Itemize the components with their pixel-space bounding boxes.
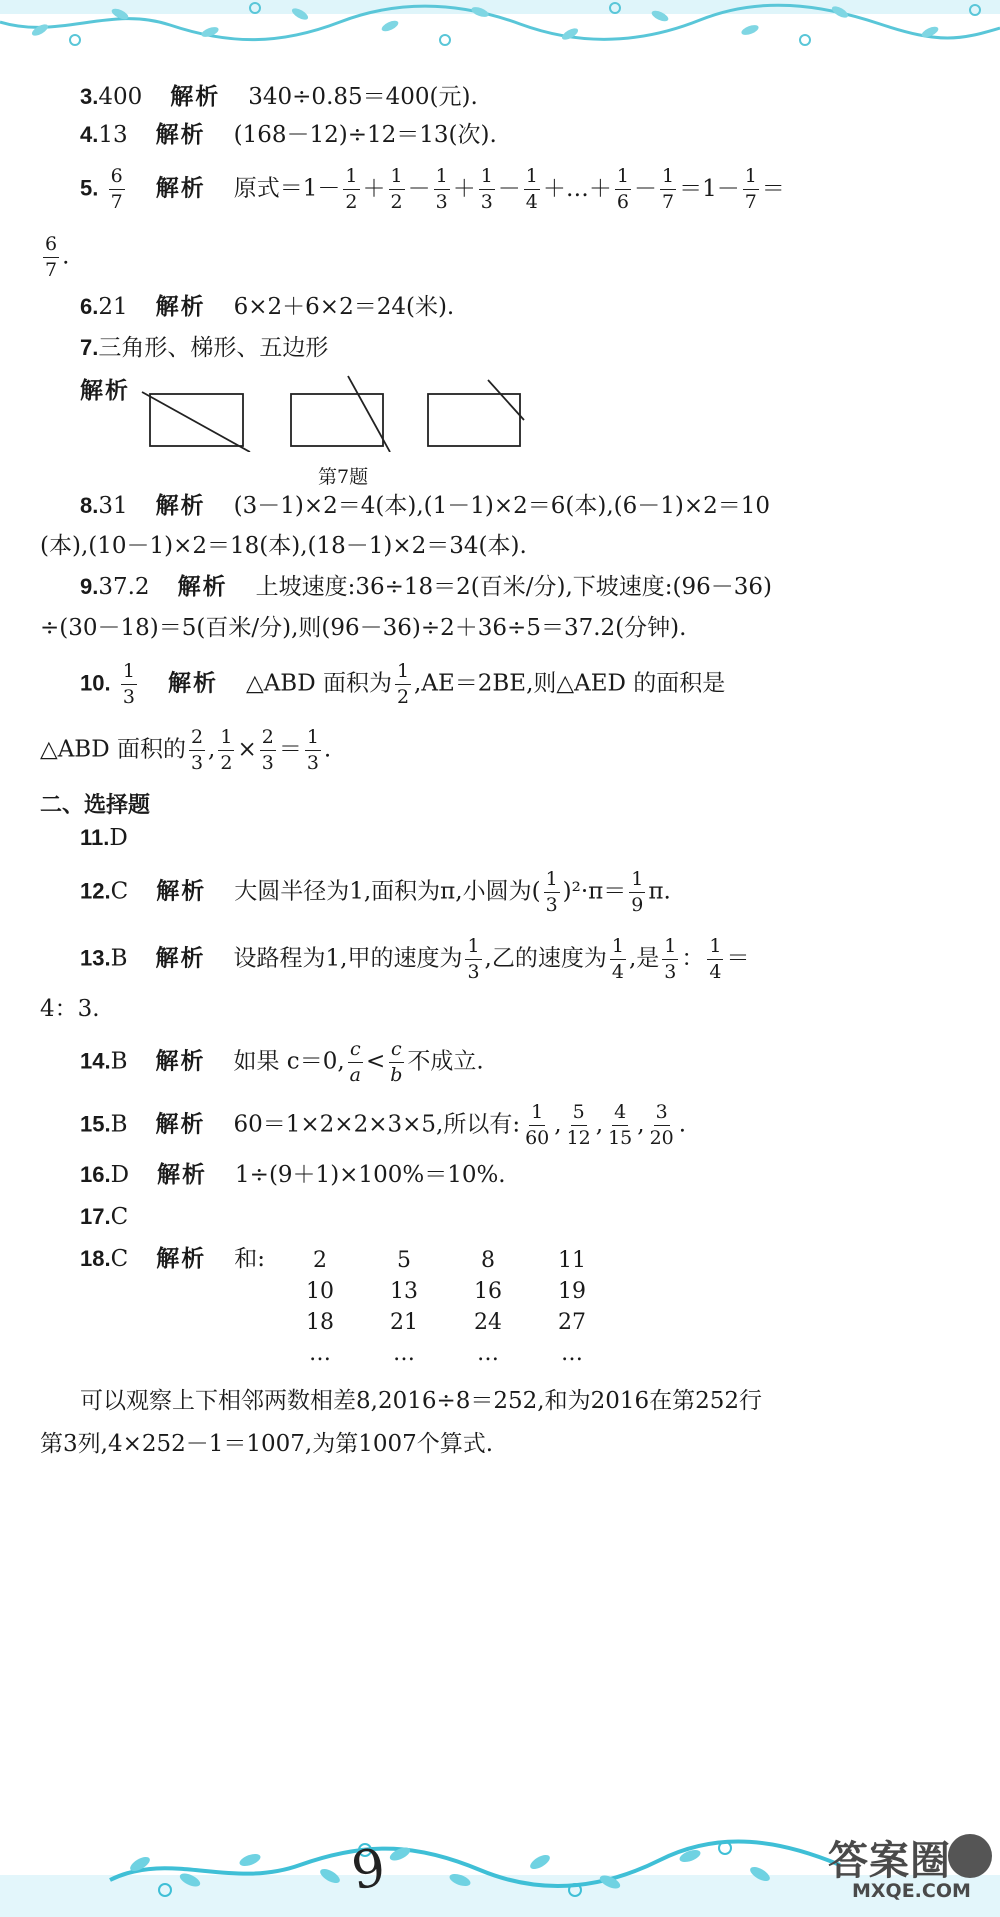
q17-answer: C bbox=[110, 1204, 129, 1230]
q9-answer: 37.2 bbox=[98, 574, 150, 600]
q18-number: 18. bbox=[80, 1246, 111, 1271]
q8-answer: 31 bbox=[98, 493, 128, 519]
table-cell: 21 bbox=[390, 1310, 418, 1335]
operator: － bbox=[633, 175, 657, 202]
q18-number-table bbox=[306, 1248, 720, 1378]
q4-analysis: (168－12)÷12＝13(次). bbox=[233, 122, 497, 148]
q12-answer: C bbox=[110, 878, 129, 905]
q7-caption: 第7题 bbox=[318, 466, 369, 488]
table-cell: 13 bbox=[390, 1279, 418, 1304]
operator: ＝1－ bbox=[679, 175, 740, 202]
q18-note-1: 可以观察上下相邻两数相差8,2016÷8＝252,和为2016在第252行 bbox=[80, 1388, 763, 1414]
table-cell: 11 bbox=[558, 1248, 586, 1273]
fraction: $\frac{1}{2}$ bbox=[390, 165, 403, 213]
q5-result-fraction: $\frac{6}{7}$ bbox=[45, 233, 58, 281]
answer-q4 bbox=[80, 124, 497, 147]
table-cell: 8 bbox=[481, 1248, 495, 1273]
answer-q6 bbox=[80, 296, 454, 319]
answer-q7 bbox=[80, 337, 328, 360]
fraction: $\frac{1}{6}$ bbox=[616, 165, 629, 213]
table-cell: 19 bbox=[558, 1279, 586, 1304]
rectangle-1 bbox=[150, 394, 243, 446]
table-cell: 2 bbox=[313, 1248, 327, 1273]
operator: ＝ bbox=[761, 175, 785, 202]
table-cell: … bbox=[309, 1341, 331, 1366]
q13-fraction: $\frac{1}{3}$ bbox=[664, 935, 677, 983]
q13-continuation: 4：3. bbox=[40, 996, 100, 1022]
q10-continuation: △ABD 面积的 $\frac{2}{3}$ , $\frac{1}{2}$ × $\frac{2}{3}$ ＝ $\frac{1}{3}$ . bbox=[40, 726, 332, 774]
q13-analysis-label: 解析 bbox=[155, 945, 206, 972]
q15-fraction: $\frac{4}{15}$ bbox=[608, 1101, 633, 1149]
table-cell: … bbox=[477, 1341, 499, 1366]
q9-continuation: ÷(30－18)＝5(百米/分),则(96－36)÷2＋36÷5＝37.2(分钟). bbox=[40, 615, 687, 641]
answer-q11 bbox=[80, 827, 128, 850]
table-cell: 18 bbox=[306, 1310, 334, 1335]
q17-number: 17. bbox=[80, 1204, 111, 1229]
q13-fraction: $\frac{1}{4}$ bbox=[611, 935, 624, 983]
q4-answer: 13 bbox=[98, 122, 128, 148]
q5-number: 5. bbox=[80, 175, 99, 201]
fraction: $\frac{1}{2}$ bbox=[345, 165, 358, 213]
answer-q13: 13.B 解析 设路程为1,甲的速度为 $\frac{1}{3}$ ,乙的速度为 $\frac{1}{4}$ ,是 $\frac{1}{3}$ ： $\frac{1}{4}$ ＝ bbox=[80, 935, 750, 983]
rectangle-3 bbox=[428, 394, 520, 446]
page-number: 9 bbox=[347, 1837, 390, 1903]
q6-number: 6. bbox=[80, 294, 99, 319]
fraction: $\frac{1}{4}$ bbox=[525, 165, 538, 213]
q4-number: 4. bbox=[80, 122, 99, 147]
q10-fraction: $\frac{1}{3}$ bbox=[306, 726, 319, 774]
q8-analysis: (3－1)×2＝4(本),(1－1)×2＝6(本),(6－1)×2＝10 bbox=[233, 493, 771, 519]
q13-fraction: $\frac{1}{4}$ bbox=[709, 935, 722, 983]
q6-analysis-label: 解析 bbox=[155, 294, 206, 320]
answer-q18 bbox=[80, 1248, 265, 1271]
q5-analysis-label: 解析 bbox=[155, 175, 206, 202]
q8-number: 8. bbox=[80, 493, 99, 518]
fraction: $\frac{1}{7}$ bbox=[661, 165, 675, 213]
q4-analysis-label: 解析 bbox=[155, 122, 206, 148]
q15-answer: B bbox=[110, 1111, 128, 1138]
q15-number: 15. bbox=[80, 1111, 111, 1137]
q3-answer: 400 bbox=[98, 84, 143, 110]
operator: － bbox=[407, 175, 431, 202]
q12-number: 12. bbox=[80, 878, 111, 904]
q18-analysis-label: 解析 bbox=[156, 1246, 207, 1272]
q8-analysis-label: 解析 bbox=[155, 493, 206, 519]
answer-q17 bbox=[80, 1206, 128, 1229]
q5-continuation: $\frac{6}{7}$ . bbox=[45, 233, 70, 281]
q11-answer: D bbox=[109, 825, 128, 851]
q12-analysis-label: 解析 bbox=[156, 878, 207, 905]
table-cell: 27 bbox=[558, 1310, 586, 1335]
q9-analysis: 上坡速度:36÷18＝2(百米/分),下坡速度:(96－36) bbox=[255, 574, 772, 600]
q14-fraction: $\frac{c}{b}$ bbox=[390, 1038, 403, 1086]
answer-q9 bbox=[80, 576, 772, 599]
q7-answer: 三角形、梯形、五边形 bbox=[98, 335, 329, 361]
q16-answer: D bbox=[110, 1162, 130, 1188]
answer-q3 bbox=[80, 86, 478, 109]
table-cell: 5 bbox=[397, 1248, 411, 1273]
q5-answer-fraction: $\frac{6}{7}$ bbox=[110, 165, 123, 213]
q12-fraction: $\frac{1}{3}$ bbox=[545, 868, 558, 916]
cut-line-3 bbox=[488, 380, 524, 420]
operator: ＋ bbox=[362, 175, 386, 202]
q7-figure bbox=[140, 372, 540, 452]
operator: ＋ bbox=[452, 175, 476, 202]
q5-lead: 原式＝1－ bbox=[233, 175, 341, 202]
fraction: $\frac{1}{3}$ bbox=[480, 165, 493, 213]
rectangle-2 bbox=[291, 394, 383, 446]
vine-border-top-icon bbox=[0, 0, 1000, 55]
q13-fraction: $\frac{1}{3}$ bbox=[467, 935, 480, 983]
table-cell: 24 bbox=[474, 1310, 502, 1335]
q7-number: 7. bbox=[80, 335, 99, 360]
q13-answer: B bbox=[110, 945, 128, 972]
q15-analysis-label: 解析 bbox=[155, 1111, 206, 1138]
watermark-text: 答案圈 bbox=[828, 1838, 951, 1884]
cut-line-1 bbox=[142, 392, 250, 452]
q13-number: 13. bbox=[80, 945, 111, 971]
q9-number: 9. bbox=[80, 574, 99, 599]
table-cell: 16 bbox=[474, 1279, 502, 1304]
q10-number: 10. bbox=[80, 670, 111, 696]
answer-q5 bbox=[80, 167, 785, 212]
table-cell: … bbox=[393, 1341, 415, 1366]
q15-fraction: $\frac{3}{20}$ bbox=[649, 1101, 674, 1149]
q6-answer: 21 bbox=[98, 294, 128, 320]
fraction: $\frac{1}{7}$ bbox=[744, 165, 757, 213]
section-heading: 二、选择题 bbox=[40, 793, 151, 818]
q15-fraction: $\frac{1}{60}$ bbox=[525, 1101, 550, 1149]
q8-continuation: (本),(10－1)×2＝18(本),(18－1)×2＝34(本). bbox=[40, 533, 527, 559]
q3-analysis-label: 解析 bbox=[170, 84, 221, 110]
q10-fraction: $\frac{1}{2}$ bbox=[220, 726, 233, 774]
q3-analysis: 340÷0.85＝400(元). bbox=[248, 84, 478, 110]
q10-answer-fraction: $\frac{1}{3}$ bbox=[122, 660, 135, 708]
q5-expression bbox=[340, 165, 785, 213]
q14-analysis-label: 解析 bbox=[155, 1048, 206, 1075]
operator: － bbox=[497, 175, 521, 202]
answer-q16 bbox=[80, 1164, 506, 1187]
q14-number: 14. bbox=[80, 1048, 111, 1074]
q9-analysis-label: 解析 bbox=[177, 574, 228, 600]
q10-fraction: $\frac{1}{2}$ bbox=[396, 660, 410, 708]
q11-number: 11. bbox=[80, 825, 110, 850]
table-cell: … bbox=[561, 1341, 583, 1366]
fraction: $\frac{1}{3}$ bbox=[435, 165, 448, 213]
q16-analysis-label: 解析 bbox=[157, 1162, 208, 1188]
q15-fraction: $\frac{5}{12}$ bbox=[566, 1101, 591, 1149]
table-cell: 10 bbox=[306, 1279, 334, 1304]
watermark-url: MXQE.COM bbox=[852, 1880, 971, 1902]
q14-answer: B bbox=[110, 1048, 128, 1075]
answer-q14: 14.B 解析 如果 c＝0, $\frac{c}{a}$ < $\frac{c}{b}$ 不成立. bbox=[80, 1038, 484, 1086]
answer-q8 bbox=[80, 495, 770, 518]
q18-answer: C bbox=[110, 1246, 129, 1272]
operator: ＋…＋ bbox=[542, 175, 612, 202]
q10-fraction: $\frac{2}{3}$ bbox=[261, 726, 274, 774]
q16-number: 16. bbox=[80, 1162, 111, 1187]
q6-analysis: 6×2＋6×2＝24(米). bbox=[233, 294, 455, 320]
answer-q15: 15.B 解析 60＝1×2×2×3×5,所以有: $\frac{1}{60}$ , $\frac{5}{12}$ , $\frac{4}{15}$ , $\frac{3}{20}$ . bbox=[80, 1101, 687, 1149]
answer-q10: 10. $\frac{1}{3}$ 解析 △ABD 面积为 $\frac{1}{2}$ ,AE＝2BE,则△AED 的面积是 bbox=[80, 660, 726, 708]
q7-analysis-label: 解析 bbox=[80, 378, 130, 404]
q10-fraction: $\frac{2}{3}$ bbox=[190, 726, 204, 774]
q3-number: 3. bbox=[80, 84, 99, 109]
answer-q12: 12.C 解析 大圆半径为1,面积为π,小圆为( $\frac{1}{3}$ )²·π＝ $\frac{1}{9}$ π. bbox=[80, 868, 671, 916]
q18-sum-label: 和: bbox=[234, 1246, 265, 1272]
q14-fraction: $\frac{c}{a}$ bbox=[349, 1038, 361, 1086]
q10-analysis-label: 解析 bbox=[168, 670, 218, 697]
q18-note-2: 第3列,4×252－1＝1007,为第1007个算式. bbox=[40, 1431, 494, 1457]
q16-analysis: 1÷(9＋1)×100%＝10%. bbox=[235, 1162, 506, 1188]
q12-fraction: $\frac{1}{9}$ bbox=[631, 868, 644, 916]
